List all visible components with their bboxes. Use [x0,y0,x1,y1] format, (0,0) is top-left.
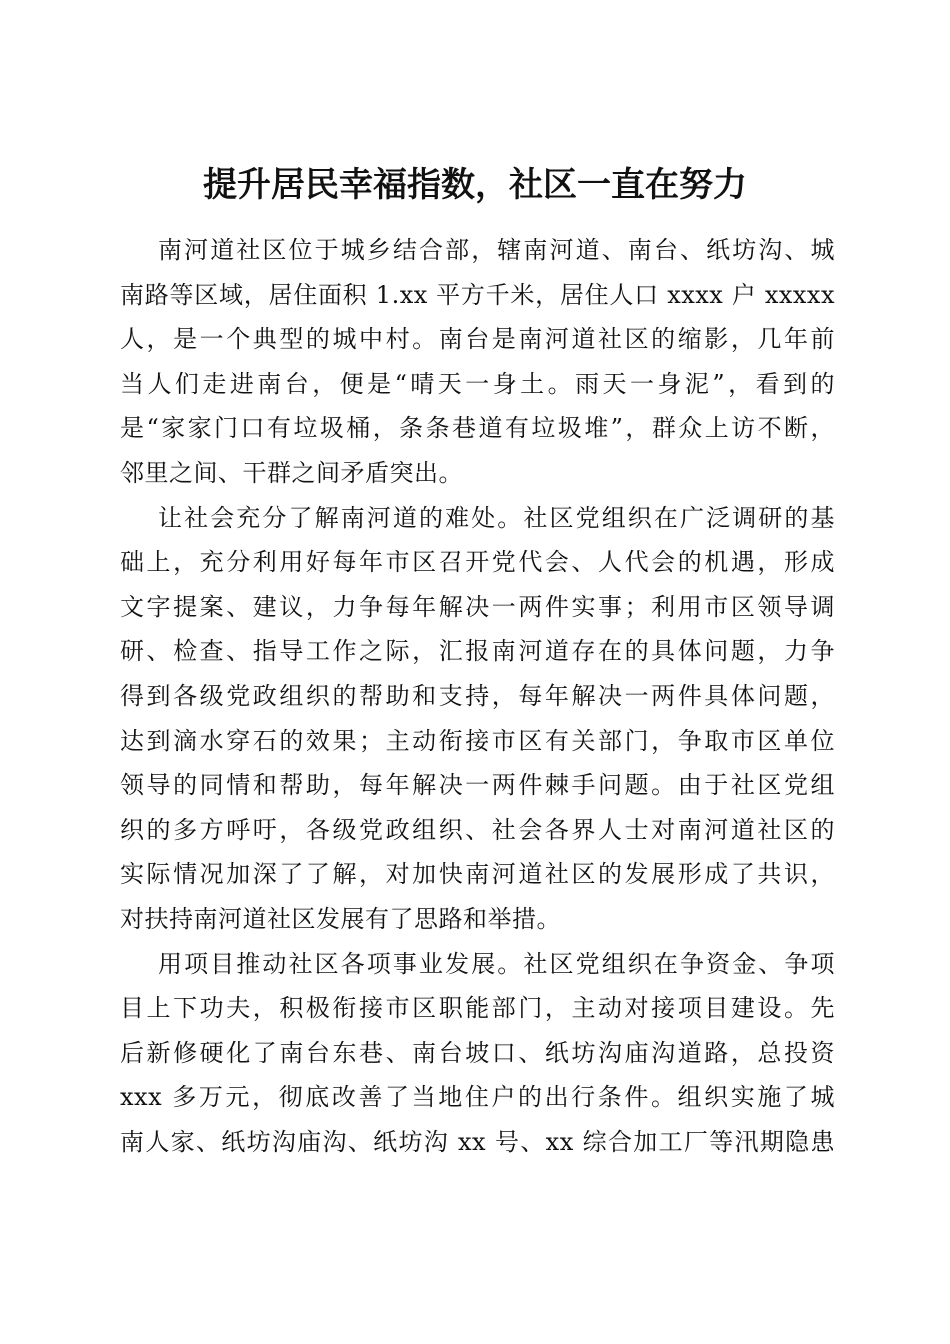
text-line: 织的多方呼吁，各级党政组织、社会各界人士对南河道社区的 [120,815,835,844]
document-body [120,228,835,1164]
text-line: 文字提案、建议，力争每年解决一两件实事；利用市区领导调 [120,592,835,621]
page-title: 提升居民幸福指数，社区一直在努力 [203,164,747,205]
text-line: 南人家、纸坊沟庙沟、纸坊沟 xx 号、xx 综合加工厂等汛期隐患 [120,1127,835,1156]
text-line: 目上下功夫，积极衔接市区职能部门，主动对接项目建设。先 [120,994,835,1023]
text-line: 当人们走进南台，便是“晴天一身土。雨天一身泥”，看到的 [120,369,835,398]
text-line: 研、检查、指导工作之际，汇报南河道存在的具体问题，力争 [120,637,835,666]
text-line: 得到各级党政组织的帮助和支持，每年解决一两件具体问题， [120,681,835,710]
text-line: 南路等区域，居住面积 1.xx 平方千米，居住人口 xxxx 户 xxxxx [120,280,835,309]
text-line: 用项目推动社区各项事业发展。社区党组织在争资金、争项 [158,949,835,978]
text-line: 是“家家门口有垃圾桶，条条巷道有垃圾堆”，群众上访不断， [120,414,835,443]
text-line: 对扶持南河道社区发展有了思路和举措。 [120,904,561,933]
text-line: 达到滴水穿石的效果；主动衔接市区有关部门，争取市区单位 [120,726,835,755]
text-line: 领导的同情和帮助，每年解决一两件棘手问题。由于社区党组 [120,771,835,800]
paragraph-1 [120,228,835,496]
paragraph-2 [120,496,835,942]
paragraph-3 [120,942,835,1165]
text-line: xxx 多万元，彻底改善了当地住户的出行条件。组织实施了城 [120,1083,835,1112]
text-line: 础上，充分利用好每年市区召开党代会、人代会的机遇，形成 [120,548,835,577]
text-line: 后新修硬化了南台东巷、南台坡口、纸坊沟庙沟道路，总投资 [120,1038,835,1067]
text-line: 南河道社区位于城乡结合部，辖南河道、南台、纸坊沟、城 [158,236,835,264]
text-line: 实际情况加深了了解，对加快南河道社区的发展形成了共识， [120,860,835,889]
text-line: 人，是一个典型的城中村。南台是南河道社区的缩影，几年前 [120,325,835,354]
text-line: 让社会充分了解南河道的难处。社区党组织在广泛调研的基 [158,503,835,532]
text-line: 邻里之间、干群之间矛盾突出。 [120,458,463,487]
